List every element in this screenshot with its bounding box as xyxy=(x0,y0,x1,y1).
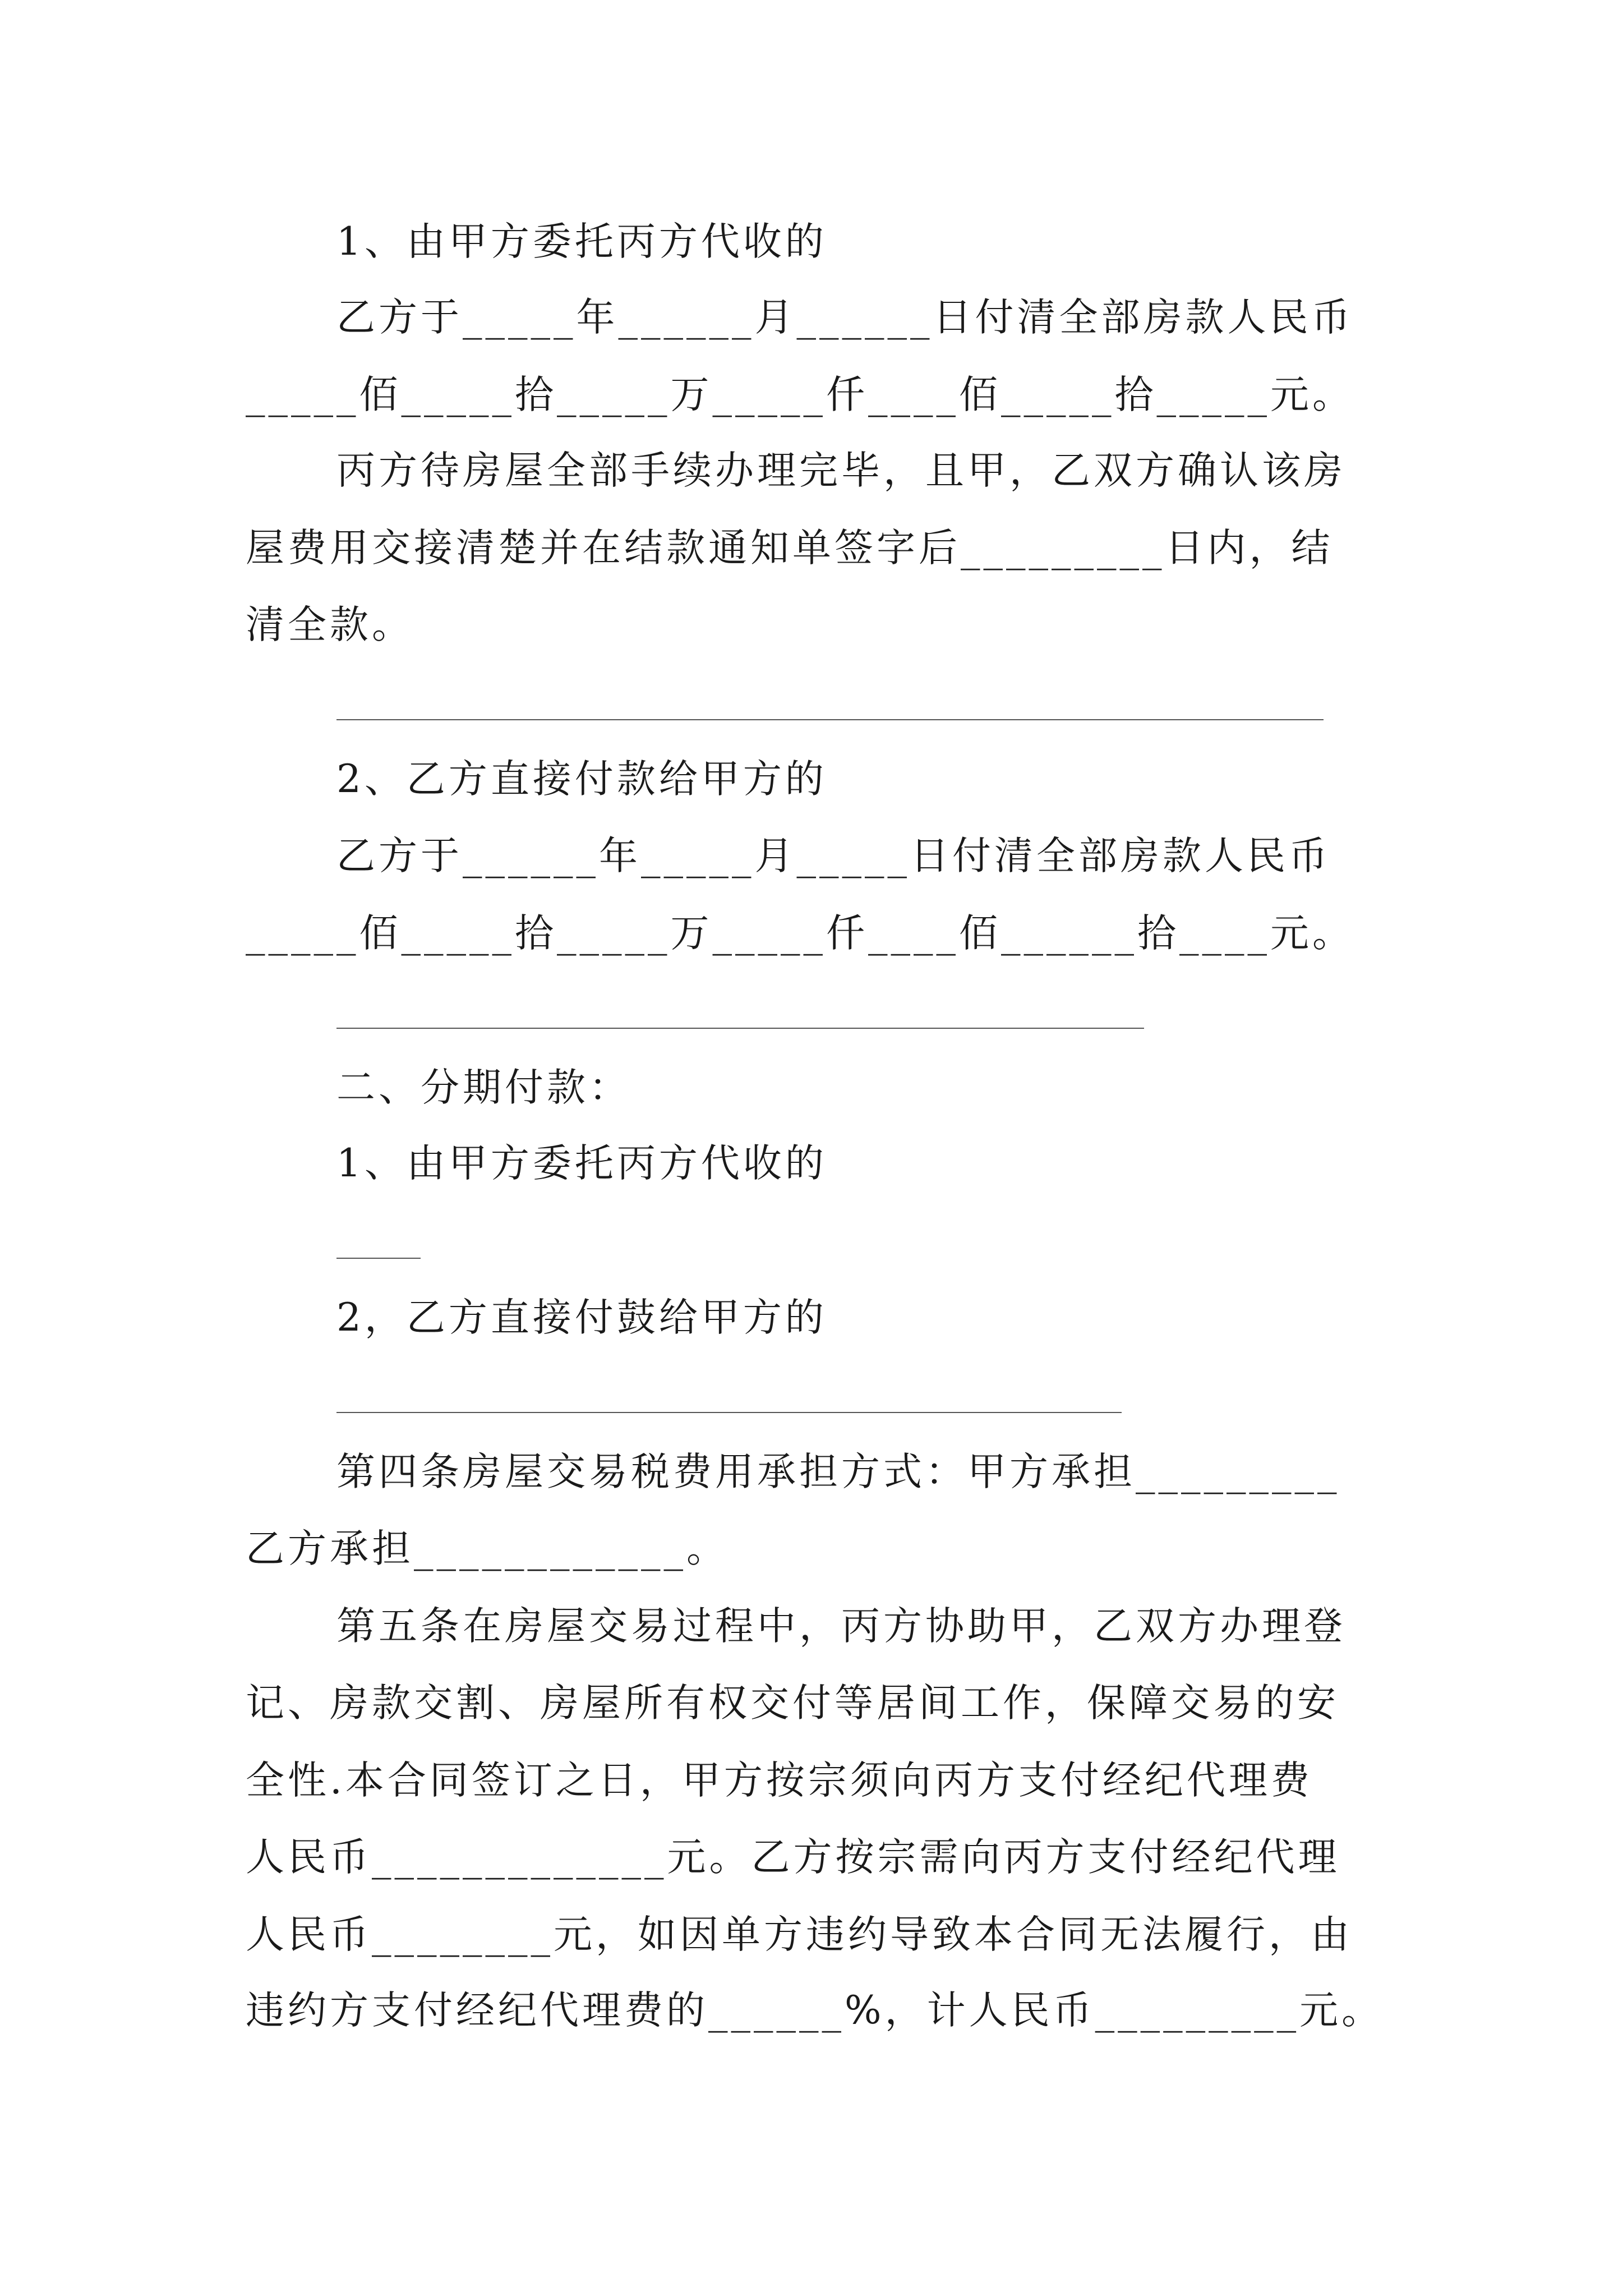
text-line: _____佰_____拾_____万_____仟____佰_____拾_____元。 xyxy=(246,372,1354,417)
text-line: 丙方待房屋全部手续办理完毕，且甲，乙双方确认该房 xyxy=(336,448,1346,493)
text-line: 乙方于______年_____月_____日付清全部房款人民币 xyxy=(336,834,1331,878)
text-line: 全性.本合同签订之日，甲方按宗须向丙方支付经纪代理费 xyxy=(246,1758,1313,1803)
text-line: 1、由甲方委托丙方代收的 xyxy=(336,1141,827,1186)
text-line: 屋费用交接清楚并在结款通知单签字后_________日内，结 xyxy=(246,526,1334,570)
text-line: 违约方支付经纪代理费的______%，计人民币_________元。 xyxy=(246,1988,1384,2033)
blank-rule xyxy=(336,719,1324,720)
text-line: 乙方于_____年______月______日付清全部房款人民币 xyxy=(336,295,1354,340)
text-line: 乙方承担____________。 xyxy=(246,1526,728,1571)
text-line: 2、乙方直接付款给甲方的 xyxy=(336,757,827,802)
text-line: 2，乙方直接付鼓给甲方的 xyxy=(336,1295,827,1340)
blank-rule xyxy=(336,1028,1144,1029)
text-line: 第四条房屋交易税费用承担方式：甲方承担_________ xyxy=(336,1450,1340,1494)
text-line: 1、由甲方委托丙方代收的 xyxy=(336,219,827,264)
text-line: 清全款。 xyxy=(246,602,414,647)
text-line: 人民币_____________元。乙方按宗需向丙方支付经纪代理 xyxy=(246,1835,1340,1880)
blank-rule xyxy=(336,1258,421,1259)
text-line: 记、房款交割、房屋所有权交付等居间工作，保障交易的安 xyxy=(246,1681,1339,1726)
section-heading: 二、分期付款： xyxy=(336,1065,631,1110)
text-line: 第五条在房屋交易过程中，丙方协助甲，乙双方办理登 xyxy=(336,1604,1346,1649)
text-line: 人民币________元，如因单方违约导致本合同无法履行，由 xyxy=(246,1912,1353,1957)
text-line: _____佰_____拾_____万_____仟____佰______拾____元。 xyxy=(246,911,1354,956)
blank-rule xyxy=(336,1412,1122,1413)
